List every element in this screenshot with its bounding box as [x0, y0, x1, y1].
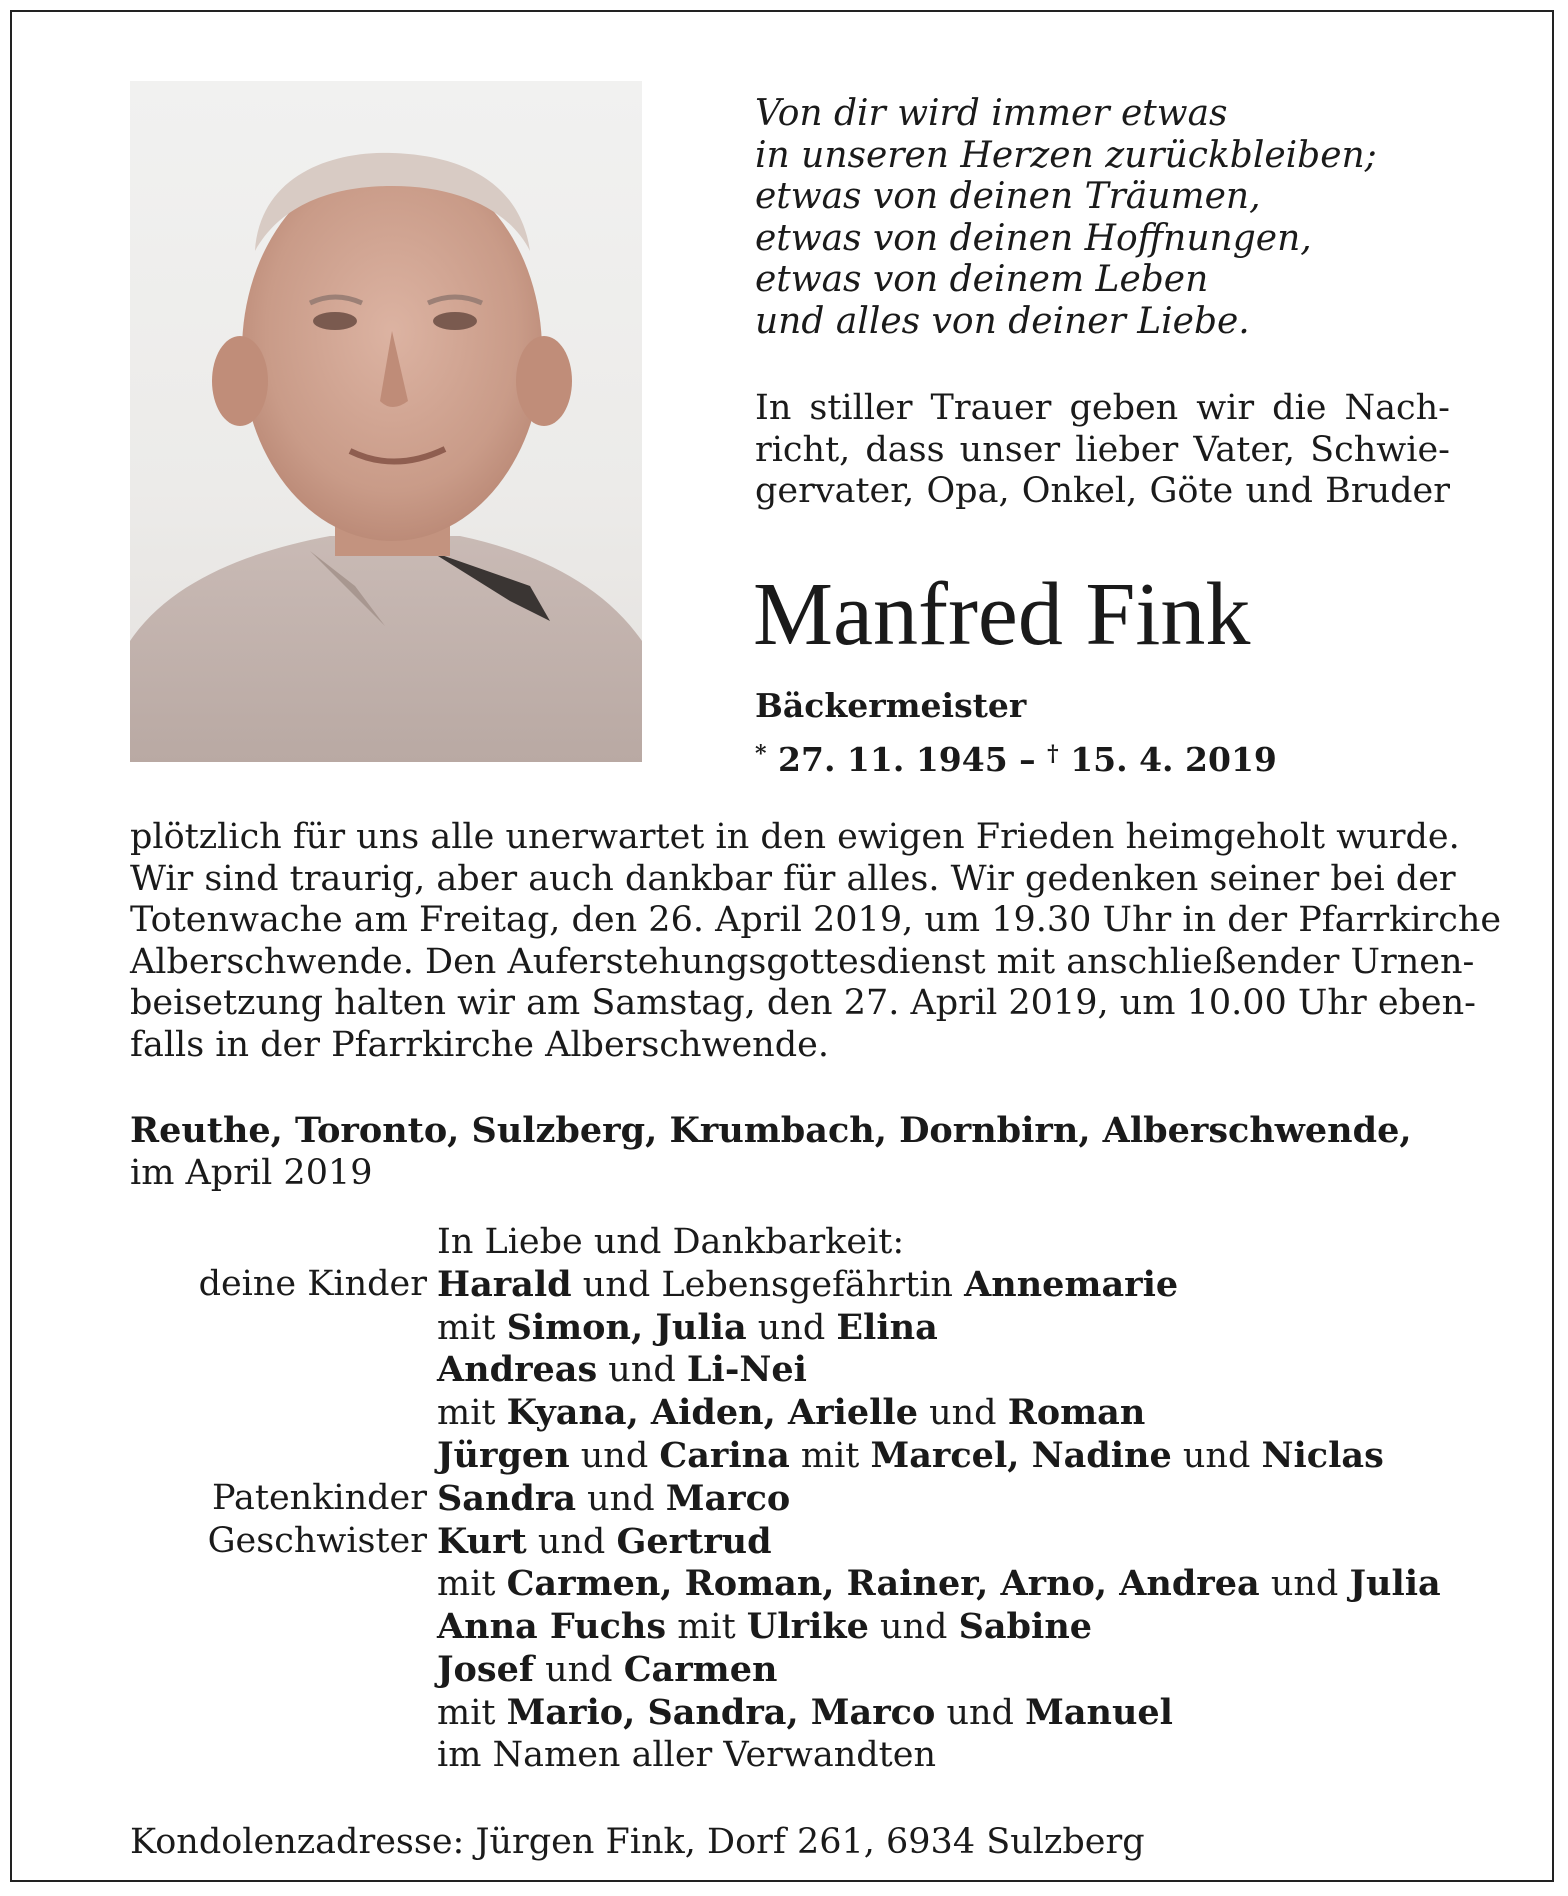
family-connector: im Namen aller Verwandten	[437, 1734, 936, 1775]
family-member-name: Kyana, Aiden, Arielle	[506, 1392, 918, 1434]
family-row	[130, 1264, 1460, 1307]
body-line: Alberschwende. Den Auferstehungsgottesdienst mit anschließender Urnen-	[130, 941, 1475, 982]
family-connector: und	[746, 1307, 837, 1348]
body-line: falls in der Pfarrkirche Alberschwende.	[130, 1024, 829, 1065]
family-rows	[130, 1264, 1460, 1777]
family-row	[130, 1435, 1460, 1478]
family-member-name: Carmen	[623, 1648, 778, 1690]
family-connector: und Lebensgefährtin	[571, 1264, 965, 1305]
death-symbol: †	[1047, 741, 1059, 767]
family-member-name: Simon, Julia	[506, 1306, 747, 1348]
family-connector: und	[1171, 1435, 1262, 1476]
family-row	[130, 1478, 1460, 1521]
family-members	[437, 1307, 938, 1350]
family-members	[437, 1264, 1178, 1307]
family-connector: und	[917, 1393, 1008, 1434]
family-connector: mit	[437, 1564, 507, 1605]
deceased-name: Manfred Fink	[753, 565, 1251, 664]
family-member-name: Josef	[437, 1648, 534, 1690]
family-row	[130, 1649, 1460, 1692]
family-row	[130, 1521, 1460, 1564]
family-members	[437, 1649, 777, 1692]
memorial-poem	[755, 93, 1377, 342]
family-member-name: Andreas	[437, 1349, 598, 1391]
family-member-name: Manuel	[1025, 1691, 1173, 1733]
family-members	[437, 1478, 790, 1521]
deceased-profession: Bäckermeister	[755, 686, 1027, 725]
body-line: plötzlich für uns alle unerwartet in den ewigen Frieden heimgeholt wurde.	[130, 817, 1460, 857]
family-member-name: Gertrud	[616, 1520, 772, 1562]
family-connector: und	[569, 1435, 660, 1476]
intro-line: richt, dass unser lieber Vater, Schwie-	[755, 429, 1450, 470]
family-relation-label: deine Kinder	[198, 1263, 427, 1304]
family-members	[437, 1692, 1173, 1735]
family-members	[437, 1349, 807, 1392]
family-connector: mit	[789, 1435, 871, 1476]
family-relation-label	[130, 1349, 437, 1392]
family-member-name: Marco	[665, 1477, 791, 1519]
birth-date: 27. 11. 1945	[778, 740, 1008, 779]
family-relation-label	[130, 1649, 437, 1692]
places-list: Reuthe, Toronto, Sulzberg, Krumbach, Dornbirn, Alberschwende,	[130, 1110, 1412, 1151]
family-member-name: Jürgen	[437, 1434, 570, 1476]
family-row	[130, 1563, 1460, 1606]
announcement-body	[130, 817, 1502, 1066]
family-connector: mit	[437, 1307, 507, 1348]
place-date: im April 2019	[130, 1153, 373, 1193]
poem-line: etwas von deinen Träumen,	[755, 176, 1261, 217]
body-line: Totenwache am Freitag, den 26. April 2019, um 19.30 Uhr in der Pfarrkirche	[130, 900, 1502, 940]
family-relation-label	[130, 1307, 437, 1350]
family-relation-label	[130, 1392, 437, 1435]
family-members	[437, 1563, 1441, 1606]
family-member-name: Roman	[1007, 1392, 1146, 1434]
family-relation-label	[130, 1692, 437, 1735]
life-dates	[755, 734, 1277, 780]
family-member-name: Niclas	[1261, 1434, 1384, 1476]
family-row	[130, 1692, 1460, 1735]
family-member-name: Kurt	[437, 1520, 527, 1562]
family-member-name: Harald	[437, 1263, 572, 1305]
poem-line: in unseren Herzen zurückbleiben;	[755, 134, 1377, 176]
family-member-name: Julia	[1349, 1563, 1441, 1605]
family-members	[437, 1521, 772, 1564]
family-connector: und	[576, 1478, 666, 1519]
family-row	[130, 1307, 1460, 1350]
family-row	[130, 1606, 1460, 1649]
family-relation-label	[130, 1735, 437, 1777]
family-relation-label: Patenkinder	[212, 1477, 427, 1518]
family-label	[130, 1222, 437, 1264]
portrait-illustration	[130, 81, 642, 762]
family-connector: und	[526, 1521, 617, 1562]
family-member-name: Marcel, Nadine	[870, 1434, 1172, 1476]
family-connector: mit	[437, 1692, 507, 1733]
intro-line: gervater, Opa, Onkel, Göte und Bruder	[755, 471, 1450, 511]
family-members	[437, 1606, 1092, 1649]
family-row	[130, 1392, 1460, 1435]
family-member-name: Annemarie	[964, 1263, 1179, 1305]
poem-line: etwas von deinem Leben	[755, 259, 1209, 300]
family-member-name: Mario, Sandra, Marco	[506, 1691, 936, 1733]
date-separator: –	[1019, 740, 1036, 779]
family-connector: und	[935, 1692, 1026, 1733]
family-member-name: Sabine	[958, 1606, 1093, 1648]
portrait-photo	[130, 81, 642, 762]
family-connector: und	[533, 1649, 624, 1690]
poem-line: Von dir wird immer etwas	[755, 93, 1228, 134]
family-row	[130, 1349, 1460, 1392]
family-member-name: Elina	[836, 1306, 938, 1348]
family-relation-label: Geschwister	[207, 1520, 427, 1561]
family-heading-row	[130, 1222, 1460, 1264]
birth-symbol: *	[755, 741, 767, 767]
body-line: Wir sind traurig, aber auch dankbar für alles. Wir gedenken seiner bei der	[130, 858, 1456, 899]
family-list	[130, 1222, 1460, 1776]
body-line: beisetzung halten wir am Samstag, den 27. April 2019, um 10.00 Uhr eben-	[130, 983, 1477, 1023]
family-member-name: Carina	[659, 1434, 790, 1476]
family-row	[130, 1735, 1460, 1777]
family-relation-label	[130, 1435, 437, 1478]
poem-line: und alles von deiner Liebe.	[755, 300, 1250, 342]
family-members	[437, 1392, 1145, 1435]
intro-line: In stiller Trauer geben wir die Nach-	[755, 388, 1450, 428]
family-members	[437, 1435, 1384, 1478]
family-connector: und	[597, 1350, 687, 1391]
condolence-address: Kondolenzadresse: Jürgen Fink, Dorf 261, 6934 Sulzberg	[130, 1822, 1145, 1862]
family-member-name: Sandra	[437, 1477, 576, 1519]
poem-line: etwas von deinen Hoffnungen,	[755, 217, 1312, 259]
death-date: 15. 4. 2019	[1070, 740, 1277, 779]
family-connector: mit	[437, 1393, 507, 1434]
family-member-name: Li-Nei	[686, 1349, 807, 1391]
family-heading: In Liebe und Dankbarkeit:	[437, 1222, 905, 1262]
family-relation-label	[130, 1563, 437, 1606]
family-member-name: Anna Fuchs	[437, 1606, 667, 1648]
family-connector: mit	[666, 1607, 747, 1648]
family-connector: und	[868, 1607, 959, 1648]
family-members	[437, 1735, 936, 1777]
family-member-name: Ulrike	[746, 1606, 869, 1648]
family-connector: und	[1259, 1564, 1350, 1605]
family-relation-label	[130, 1606, 437, 1649]
family-member-name: Carmen, Roman, Rainer, Arno, Andrea	[506, 1563, 1260, 1605]
intro-text	[755, 388, 1450, 513]
